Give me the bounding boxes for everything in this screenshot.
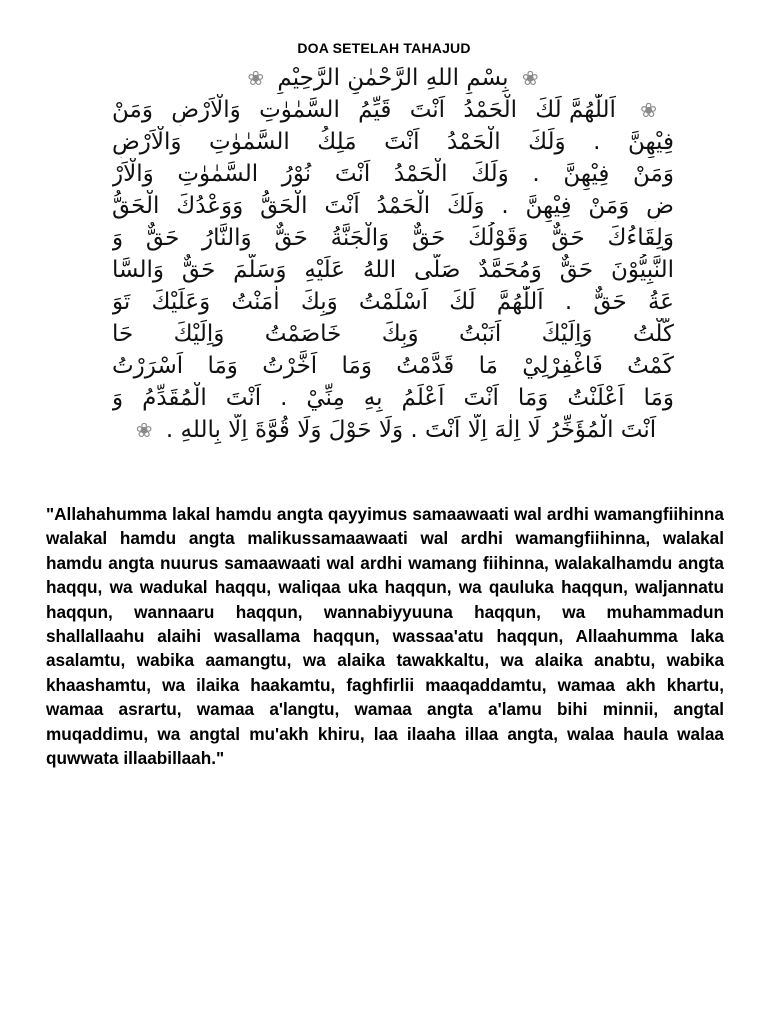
ornament-icon: ❀: [640, 98, 668, 122]
arabic-line-text: اَللّٰهُمَّ لَكَ الْحَمْدُ اَنْتَ قَيِّمُ السَّمٰوٰتِ وَالْاَرْضِ وَمَنْ: [112, 97, 616, 123]
page-title: DOA SETELAH TAHAJUD: [297, 40, 471, 56]
arabic-line: فِيْهِنَّ . وَلَكَ الْحَمْدُ اَنْتَ مَلِكُ السَّمٰوٰتِ وَالْاَرْضِ: [112, 129, 674, 155]
latin-transliteration: "Allahahumma lakal hamdu angta qayyimus samaawaati wal ardhi wamangfiihinna walakal hamdu angta malikussamaawaati wal ardhi wamangfiihinna, walakal hamdu angta nuurus samaawaati wal ardhi wamang fiihinna, walakalhamdu angta haqqu, wa wadukal haqqu, waliqaa uka haqqun, wa qauluka haqqun, waljannatu haqqun, wannaaru haqqun, wannabiyyuuna haqqun, wa muhammadun shallallaahu alaihi wasallama haqqun, wassaa'atu haqqun, Allaahumma laka asalamtu, wabika aamangtu, wa alaika tawakkaltu, wa alaika anabtu, wabika khaashamtu, wa ilaika haakamtu, faghfirlii maaqaddamtu, wamaa akh khartu, wamaa asrartu, wamaa a'langtu, wamaa angta a'lamu bihi minnii, angtal muqaddimu, wa angtal mu'akh khiru, laa ilaaha illaa angta, walaa haula walaa quwwata illaabillaah.": [46, 504, 724, 769]
ornament-icon: ❀: [135, 418, 153, 442]
arabic-line: وَمَا اَعْلَنْتُ وَمَا اَنْتَ اَعْلَمُ بِهِ مِنِّيْ . اَنْتَ الْمُقَدِّمُ وَ: [112, 385, 674, 411]
arabic-line-text: اَنْتَ الْمُؤَخِّرُ لَا اِلٰهَ اِلَّا اَنْتَ . وَلَا حَوْلَ وَلَا قُوَّةَ اِلَّا بِاللهِ .: [165, 417, 657, 443]
arabic-basmala-line: [112, 62, 674, 94]
arabic-closing-line: [112, 414, 674, 446]
arabic-line: [112, 94, 674, 126]
arabic-line: كَّلْتُ وَاِلَيْكَ اَنَبْتُ وَبِكَ خَاصَمْتُ وَاِلَيْكَ حَا: [112, 321, 674, 347]
arabic-line: كَمْتُ فَاغْفِرْلِيْ مَا قَدَّمْتُ وَمَا اَخَّرْتُ وَمَا اَسْرَرْتُ: [112, 353, 674, 379]
ornament-icon: ❀: [247, 66, 265, 90]
arabic-line: وَمَنْ فِيْهِنَّ . وَلَكَ الْحَمْدُ اَنْتَ نُوْرُ السَّمٰوٰتِ وَالْاَرْ: [112, 161, 674, 187]
ornament-icon: ❀: [521, 66, 539, 90]
arabic-line: النَّبِيُّوْنَ حَقٌّ وَمُحَمَّدٌ صَلَّى اللهُ عَلَيْهِ وَسَلَّمَ حَقٌّ وَالسَّا: [112, 257, 674, 283]
arabic-prayer-block: [112, 62, 674, 474]
arabic-line: وَلِقَاءُكَ حَقٌّ وَقَوْلُكَ حَقٌّ وَالْجَنَّةُ حَقٌّ وَالنَّارُ حَقٌّ وَ: [112, 225, 674, 251]
arabic-line: عَةُ حَقٌّ . اَللّٰهُمَّ لَكَ اَسْلَمْتُ وَبِكَ اٰمَنْتُ وَعَلَيْكَ تَوَ: [112, 289, 674, 315]
arabic-basmala-text: بِسْمِ اللهِ الرَّحْمٰنِ الرَّحِيْمِ: [277, 65, 509, 91]
arabic-line: ضِ وَمَنْ فِيْهِنَّ . وَلَكَ الْحَمْدُ اَنْتَ الْحَقُّ وَوَعْدُكَ الْحَقُّ: [112, 193, 674, 219]
